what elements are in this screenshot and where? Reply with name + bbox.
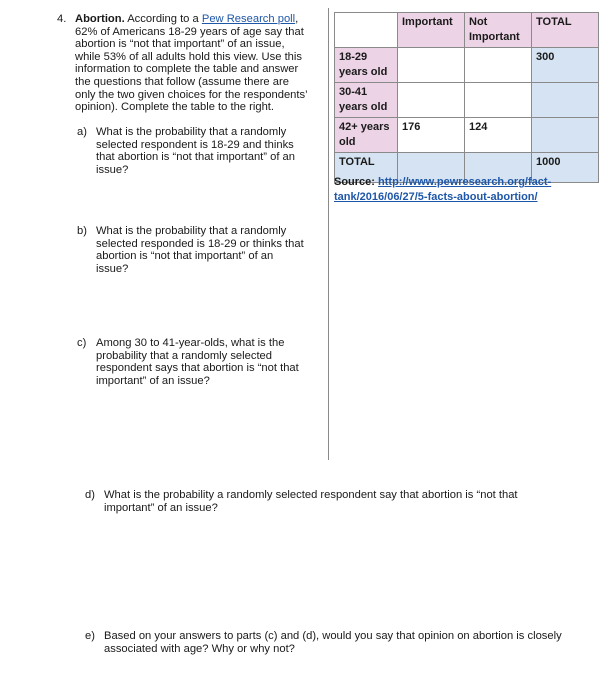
part-c-line: respondent says that abortion is “not that (96, 362, 299, 375)
part-b-line: abortion is “not that important” of an (96, 250, 274, 263)
part-e-line: associated with age? Why or why not? (104, 642, 295, 655)
part-a-line: issue? (96, 163, 129, 176)
part-a-label: a) (77, 126, 87, 138)
table-corner-cell (335, 13, 398, 48)
cell-42-plus-important[interactable]: 176 (398, 118, 465, 153)
header-total: TOTAL (532, 13, 599, 48)
question-intro (75, 13, 330, 114)
header-important: Important (398, 13, 465, 48)
part-d-label: d) (85, 489, 95, 501)
intro-lead-text: According to a (127, 13, 199, 25)
part-a-line: selected respondent is 18-29 and thinks (96, 138, 294, 151)
cell-30-41-not-important[interactable] (465, 83, 532, 118)
table-row (335, 83, 599, 118)
cell-grand-total[interactable]: 1000 (532, 153, 599, 183)
part-c-line: Among 30 to 41-year-olds, what is the (96, 337, 285, 349)
cell-42-plus-total[interactable] (532, 118, 599, 153)
cell-42-plus-not-important[interactable]: 124 (465, 118, 532, 153)
part-a-line: What is the probability that a randomly (96, 126, 287, 138)
row-label-18-29: 18-29 years old (335, 48, 398, 83)
part-b-line: What is the probability that a randomly (96, 225, 287, 237)
row-label-30-41: 30-41 years old (335, 83, 398, 118)
table-header-row (335, 13, 599, 48)
row-label-total: TOTAL (335, 153, 398, 183)
question-title: Abortion. (75, 13, 125, 25)
cell-18-29-important[interactable] (398, 48, 465, 83)
cell-30-41-important[interactable] (398, 83, 465, 118)
question-number: 4. (57, 13, 67, 25)
part-e-line: Based on your answers to parts (c) and (d), would you say that opinion on abortion is closely (104, 630, 562, 642)
column-divider (328, 8, 329, 460)
part-b-line: selected responded is 18-29 or thinks that (96, 237, 304, 250)
part-c-line: important” of an issue? (96, 374, 210, 387)
part-d-line: What is the probability a randomly selected respondent say that abortion is “not that (104, 489, 518, 501)
part-e-label: e) (85, 630, 95, 642)
part-c-label: c) (77, 337, 87, 349)
cell-18-29-total[interactable]: 300 (532, 48, 599, 83)
source-label: Source: (334, 176, 375, 188)
intro-line: while 53% of all adults hold this view. Use this (75, 50, 302, 63)
part-b-label: b) (77, 225, 87, 237)
cell-18-29-not-important[interactable] (465, 48, 532, 83)
header-not-important: Not Important (465, 13, 532, 48)
source-citation (334, 175, 584, 205)
table-row (335, 48, 599, 83)
row-label-42-plus: 42+ years old (335, 118, 398, 153)
table-row (335, 118, 599, 153)
intro-line: opinion). Complete the table to the right. (75, 101, 275, 114)
part-a-line: that abortion is “not that important” of an (96, 151, 295, 164)
part-b-line: issue? (96, 262, 129, 275)
intro-line: the questions that follow (assume there are (75, 75, 289, 88)
intro-line: only the two given choices for the respondents’ (75, 88, 308, 101)
source-url-line2[interactable]: tank/2016/06/27/5-facts-about-abortion/ (334, 191, 538, 203)
intro-first-line: Abortion. According to a Pew Research poll, (75, 13, 299, 25)
intro-line: abortion is “not that important” of an issue, (75, 38, 285, 51)
intro-line: 62% of Americans 18-29 years of age say that (75, 25, 304, 38)
part-d-line: important” of an issue? (104, 501, 218, 514)
part-c-line: probability that a randomly selected (96, 349, 272, 362)
cell-30-41-total[interactable] (532, 83, 599, 118)
source-url-line1[interactable]: http://www.pewresearch.org/fact- (378, 176, 552, 188)
pew-poll-link[interactable]: Pew Research poll (201, 13, 296, 25)
intro-line: information to complete the table and answer (75, 63, 299, 76)
abortion-opinion-table (334, 12, 599, 183)
